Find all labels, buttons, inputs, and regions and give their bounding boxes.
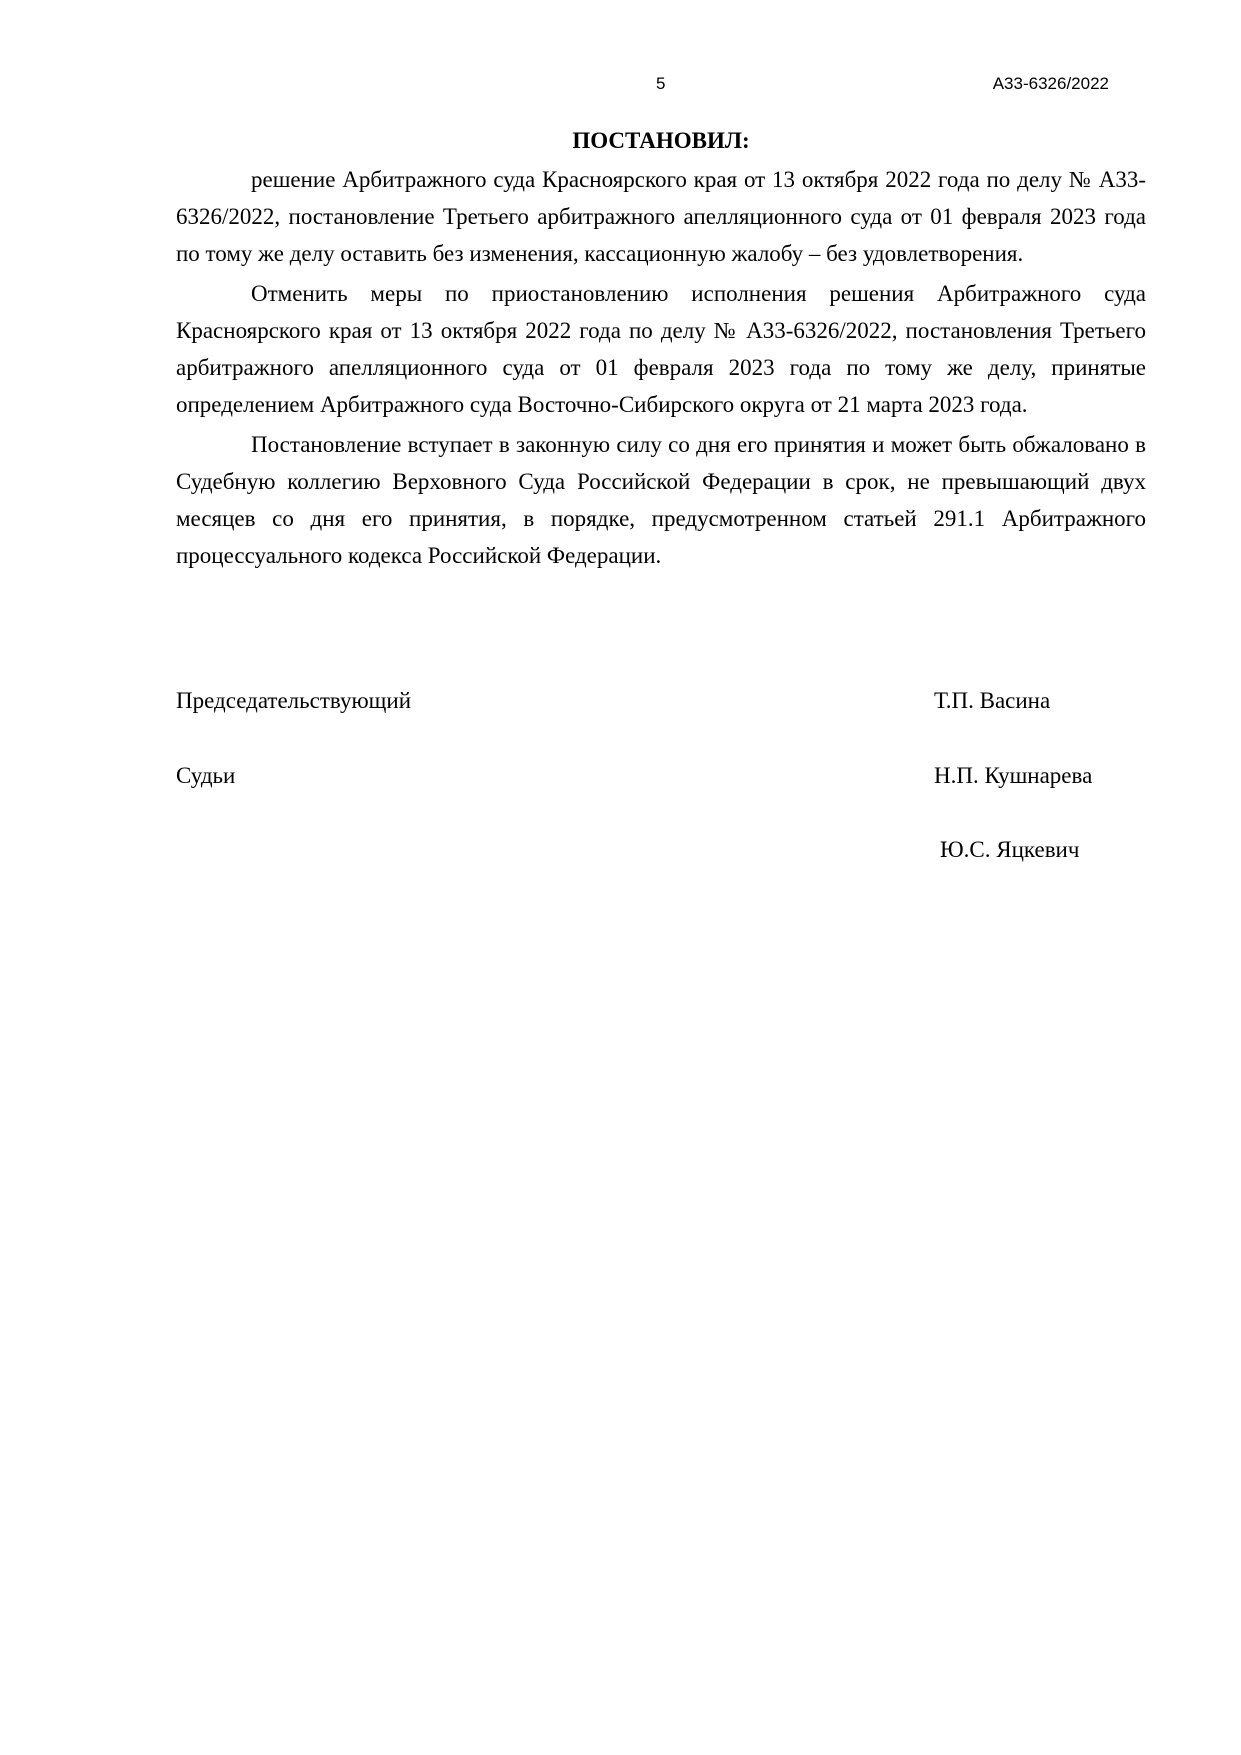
judge-name-1: Н.П. Кушнарева xyxy=(934,763,1093,788)
resolution-heading: ПОСТАНОВИЛ: xyxy=(572,128,750,153)
case-number: А33-6326/2022 xyxy=(992,74,1109,93)
presiding-name: Т.П. Васина xyxy=(934,688,1051,713)
paragraph-decision: решение Арбитражного суда Красноярского края от 13 октября 2022 года по делу № А33-6326/2022, постановление Третьего арбитражного апелляционного суда от 01 февраля 2023 года по тому же делу оставить без изменения, кассационную жалобу – без удовлетворения. xyxy=(176,167,1146,266)
page-number: 5 xyxy=(656,74,666,93)
presiding-label: Председательствующий xyxy=(176,688,411,713)
paragraph-cancel-measures: Отменить меры по приостановлению исполнения решения Арбитражного суда Красноярского края от 13 октября 2022 года по делу № А33-6326/2022, постановления Третьего арбитражного апелляционного суда от 01 февраля 2023 года по тому же делу, принятые определением Арбитражного суда Восточно-Сибирского округа от 21 марта 2023 года. xyxy=(176,281,1146,417)
paragraph-entry-into-force: Постановление вступает в законную силу со дня его принятия и может быть обжаловано в Судебную коллегию Верховного Суда Российской Федерации в срок, не превышающий двух месяцев со дня его принятия, в порядке, предусмотренном статьей 291.1 Арбитражного процессуального кодекса Российской Федерации. xyxy=(176,432,1146,568)
judge-name-2: Ю.С. Яцкевич xyxy=(940,837,1080,862)
resolution-body xyxy=(176,161,1146,577)
judges-label: Судьи xyxy=(176,763,236,788)
